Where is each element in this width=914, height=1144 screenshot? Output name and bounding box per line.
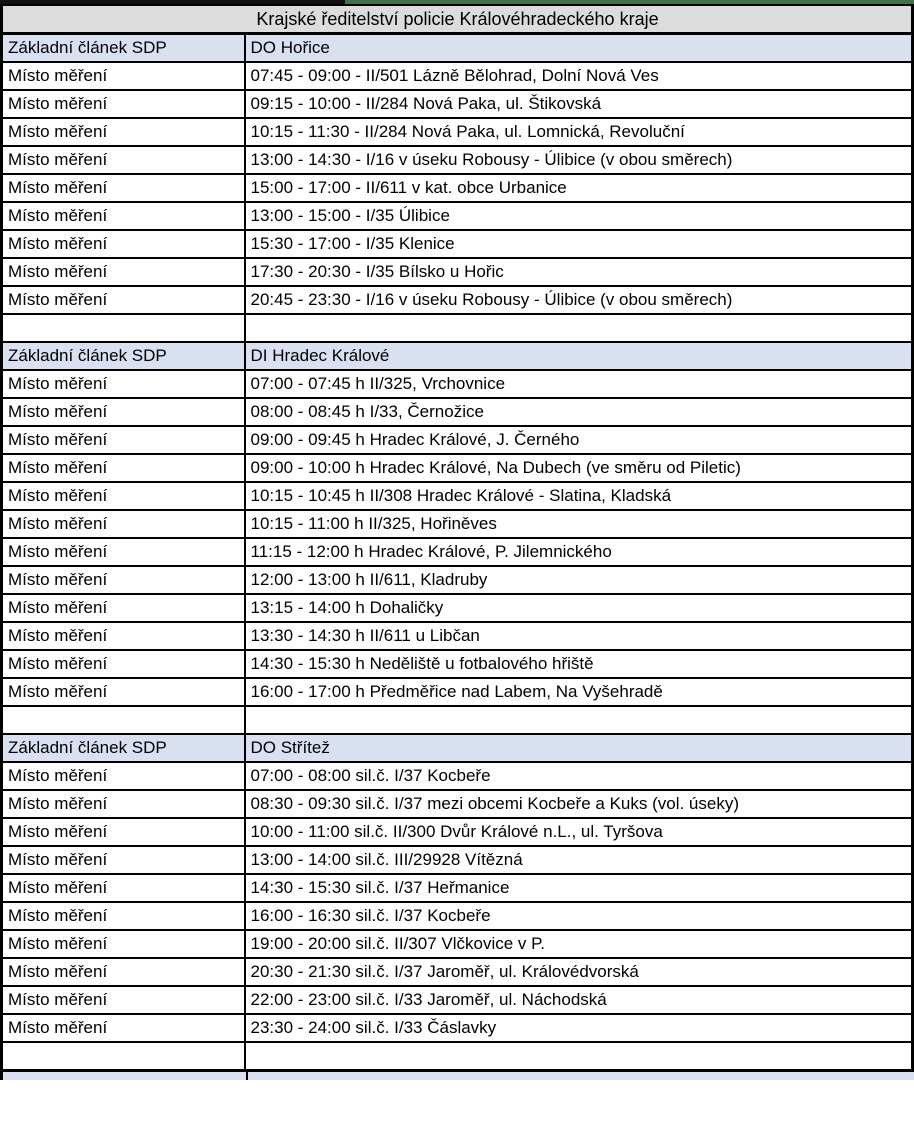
measurement-cell: 15:00 - 17:00 - II/611 v kat. obce Urbanice [245,174,913,202]
table-row [2,62,913,90]
measurement-cell: 19:00 - 20:00 sil.č. II/307 Vlčkovice v P. [245,930,913,958]
empty-cell [245,706,913,734]
measurement-cell: 13:30 - 14:30 h II/611 u Libčan [245,622,913,650]
table-row [2,622,913,650]
row-label-cell: Místo měření [2,174,245,202]
table-row [2,846,913,874]
row-label-cell: Místo měření [2,958,245,986]
measurement-cell: 22:00 - 23:00 sil.č. I/33 Jaroměř, ul. Náchodská [245,986,913,1014]
row-label-cell: Místo měření [2,202,245,230]
measurement-cell: 09:00 - 09:45 h Hradec Králové, J. Černého [245,426,913,454]
table-row [2,566,913,594]
measurement-cell: 10:15 - 11:00 h II/325, Hořiněves [245,510,913,538]
empty-row [2,314,913,342]
row-label-cell: Místo měření [2,594,245,622]
row-label-cell: Místo měření [2,874,245,902]
section-header-row [2,734,913,762]
top-edge-strip [0,0,914,4]
row-label-cell: Místo měření [2,482,245,510]
row-label-cell: Místo měření [2,370,245,398]
measurement-cell: 10:15 - 11:30 - II/284 Nová Paka, ul. Lomnická, Revoluční [245,118,913,146]
measurement-cell: 20:45 - 23:30 - I/16 v úseku Robousy - Úlibice (v obou směrech) [245,286,913,314]
row-label-cell: Místo měření [2,566,245,594]
row-label-cell: Místo měření [2,846,245,874]
table-row [2,426,913,454]
table-row [2,874,913,902]
top-edge-black-segment [0,0,345,4]
section-label-cell: Základní článek SDP [2,734,245,762]
table-title-row [2,5,913,34]
measurement-cell: 10:15 - 10:45 h II/308 Hradec Králové - Slatina, Kladská [245,482,913,510]
table-row [2,90,913,118]
row-label-cell: Místo měření [2,426,245,454]
measurement-cell: 08:30 - 09:30 sil.č. I/37 mezi obcemi Kocbeře a Kuks (vol. úseky) [245,790,913,818]
table-row [2,118,913,146]
row-label-cell: Místo měření [2,230,245,258]
table-row [2,762,913,790]
next-section-row-clipped [0,1072,914,1080]
measurement-cell: 20:30 - 21:30 sil.č. I/37 Jaroměř, ul. Královédvorská [245,958,913,986]
table-row [2,790,913,818]
measurement-cell: 11:15 - 12:00 h Hradec Králové, P. Jilemnického [245,538,913,566]
section-unit-cell: DO Hořice [245,34,913,63]
table-row [2,146,913,174]
section-header-row [2,342,913,370]
measurement-cell: 16:00 - 16:30 sil.č. I/37 Kocbeře [245,902,913,930]
measurement-cell: 13:15 - 14:00 h Dohaličky [245,594,913,622]
table-row [2,930,913,958]
row-label-cell: Místo měření [2,622,245,650]
empty-cell [2,706,245,734]
measurement-cell: 17:30 - 20:30 - I/35 Bílsko u Hořic [245,258,913,286]
table-row [2,174,913,202]
table-row [2,454,913,482]
measurement-cell: 07:45 - 09:00 - II/501 Lázně Bělohrad, Dolní Nová Ves [245,62,913,90]
measurement-cell: 09:15 - 10:00 - II/284 Nová Paka, ul. Štikovská [245,90,913,118]
row-label-cell: Místo měření [2,930,245,958]
measurement-cell: 09:00 - 10:00 h Hradec Králové, Na Dubech (ve směru od Piletic) [245,454,913,482]
section-label-cell: Základní článek SDP [2,34,245,63]
section-header-row [2,34,913,63]
row-label-cell: Místo měření [2,258,245,286]
empty-cell [2,1042,245,1071]
row-label-cell: Místo měření [2,650,245,678]
table-row [2,482,913,510]
table-row [2,902,913,930]
row-label-cell: Místo měření [2,790,245,818]
empty-cell [245,314,913,342]
empty-row [2,706,913,734]
measurement-cell: 07:00 - 07:45 h II/325, Vrchovnice [245,370,913,398]
row-label-cell: Místo měření [2,510,245,538]
table-row [2,230,913,258]
row-label-cell: Místo měření [2,62,245,90]
table-row [2,650,913,678]
table-row [2,258,913,286]
row-label-cell: Místo měření [2,118,245,146]
table-row [2,398,913,426]
measurement-cell: 12:00 - 13:00 h II/611, Kladruby [245,566,913,594]
row-label-cell: Místo měření [2,1014,245,1042]
measurement-cell: 15:30 - 17:00 - I/35 Klenice [245,230,913,258]
empty-row [2,1042,913,1071]
section-unit-cell: DI Hradec Králové [245,342,913,370]
row-label-cell: Místo měření [2,902,245,930]
row-label-cell: Místo měření [2,454,245,482]
table-row [2,538,913,566]
table-row [2,958,913,986]
row-label-cell: Místo měření [2,818,245,846]
measurement-cell: 23:30 - 24:00 sil.č. I/33 Čáslavky [245,1014,913,1042]
column-divider [246,1072,248,1080]
table-row [2,678,913,706]
section-label-cell: Základní článek SDP [2,342,245,370]
table-row [2,986,913,1014]
page-title: Krajské ředitelství policie Královéhradeckého kraje [2,5,913,34]
measurement-cell: 14:30 - 15:30 sil.č. I/37 Heřmanice [245,874,913,902]
table-row [2,286,913,314]
row-label-cell: Místo měření [2,146,245,174]
measurement-cell: 13:00 - 15:00 - I/35 Úlibice [245,202,913,230]
table-row [2,370,913,398]
row-label-cell: Místo měření [2,90,245,118]
measurement-cell: 07:00 - 08:00 sil.č. I/37 Kocbeře [245,762,913,790]
top-edge-green-segment [345,0,914,4]
row-label-cell: Místo měření [2,398,245,426]
empty-cell [2,314,245,342]
row-label-cell: Místo měření [2,538,245,566]
measurement-cell: 14:30 - 15:30 h Neděliště u fotbalového hřiště [245,650,913,678]
table-row [2,1014,913,1042]
section-unit-cell: DO Střítež [245,734,913,762]
measurement-cell: 08:00 - 08:45 h I/33, Černožice [245,398,913,426]
measurement-cell: 13:00 - 14:30 - I/16 v úseku Robousy - Úlibice (v obou směrech) [245,146,913,174]
measurement-cell: 13:00 - 14:00 sil.č. III/29928 Vítězná [245,846,913,874]
row-label-cell: Místo měření [2,286,245,314]
row-label-cell: Místo měření [2,986,245,1014]
empty-cell [245,1042,913,1071]
schedule-table [0,3,914,1072]
row-label-cell: Místo měření [2,762,245,790]
measurement-cell: 10:00 - 11:00 sil.č. II/300 Dvůr Králové n.L., ul. Tyršova [245,818,913,846]
table-row [2,202,913,230]
table-row [2,510,913,538]
row-label-cell: Místo měření [2,678,245,706]
table-row [2,818,913,846]
table-row [2,594,913,622]
measurement-cell: 16:00 - 17:00 h Předměřice nad Labem, Na Vyšehradě [245,678,913,706]
